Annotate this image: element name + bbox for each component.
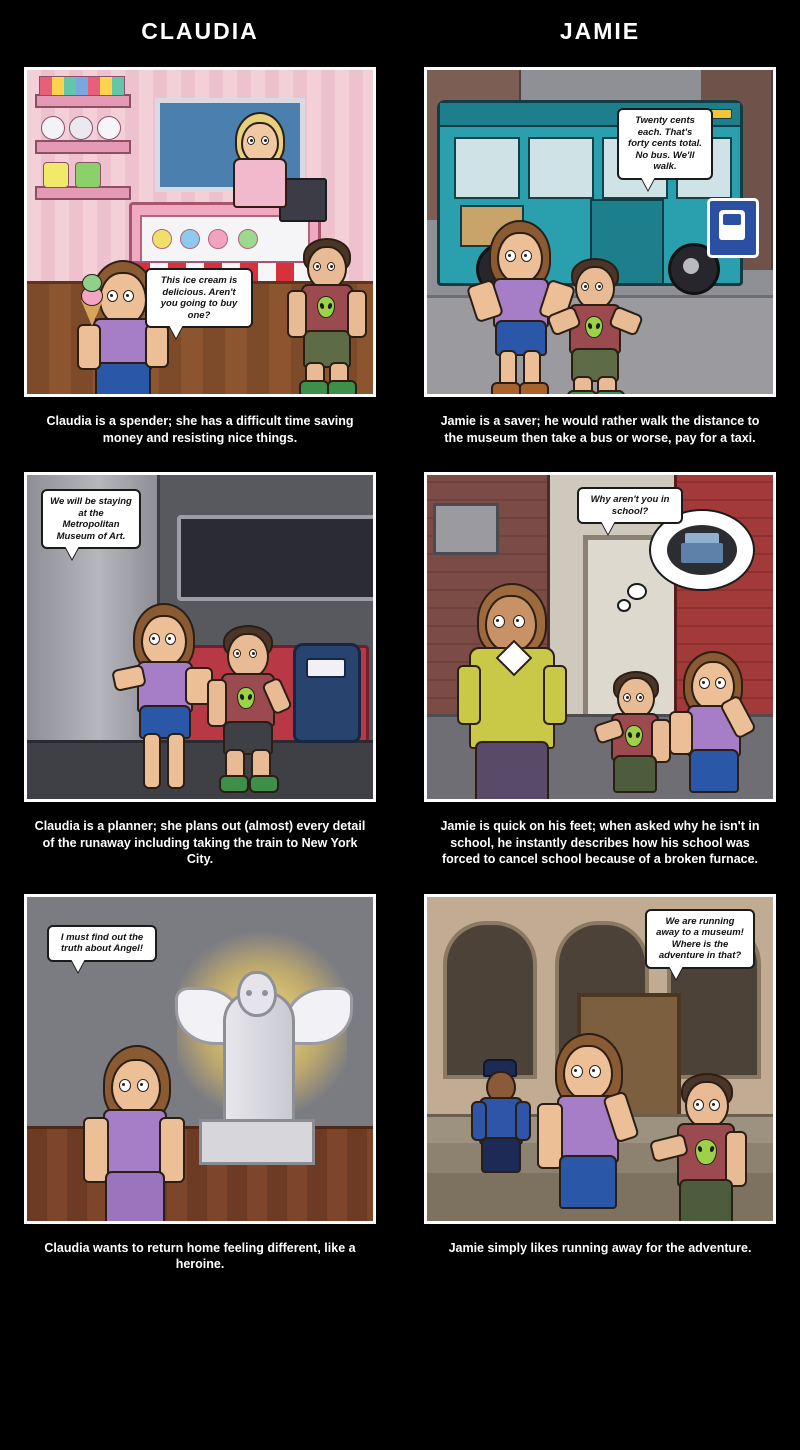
claudia-skirt	[95, 362, 151, 397]
bus-icon	[719, 210, 745, 240]
jamie-eye-left	[693, 1099, 704, 1111]
claudia-leg-left	[143, 733, 161, 789]
claudia-leg-right	[167, 733, 185, 789]
claudia-eye-right	[715, 677, 726, 689]
jamie-eye-left	[313, 262, 321, 271]
jamie-shoe-right	[327, 380, 357, 397]
statue-pedestal	[199, 1119, 315, 1165]
alien-graphic	[585, 316, 603, 338]
storyboard-cell[interactable]	[400, 57, 800, 462]
jamie-shoe-right	[595, 390, 625, 397]
claudia-eye-left	[505, 250, 516, 262]
claudia-arm-left	[669, 711, 693, 755]
clerk-eye-right	[261, 136, 269, 145]
speech-bubble: Why aren't you in school?	[577, 487, 683, 524]
figure-claudia	[667, 651, 759, 802]
jamie-arm-left	[287, 290, 307, 338]
thought-bubble-dot-large	[627, 583, 647, 600]
claudia-arm-left	[83, 1117, 109, 1183]
panel-caption: Jamie is quick on his feet; when asked why he isn't in school, he instantly describes how his school was forced to cancel school because of a broken furnace.	[440, 819, 760, 866]
candy-jars-top	[39, 76, 125, 96]
police-arm-left	[471, 1101, 487, 1141]
school-image	[667, 525, 737, 575]
jamie-eye-right	[709, 1099, 720, 1111]
claudia-eye-left	[571, 1065, 583, 1078]
claudia-skirt	[559, 1155, 617, 1209]
alien-graphic	[317, 296, 335, 318]
jamie-eye-right	[249, 649, 257, 658]
jamie-arm-right	[725, 1131, 747, 1187]
figure-woman	[455, 583, 579, 802]
claudia-skirt	[689, 749, 739, 793]
jamie-shorts	[613, 755, 657, 793]
speech-bubble: I must find out the truth about Angel!	[47, 925, 157, 962]
storyboard-cell[interactable]	[0, 884, 400, 1289]
jamie-head	[685, 1081, 729, 1129]
claudia-eye-left	[107, 290, 118, 302]
jamie-shoe-left	[567, 390, 597, 397]
panel-caption: Jamie is a saver; he would rather walk the distance to the museum then take a bus or worse, pay for a taxi.	[440, 414, 760, 445]
police-arm-right	[515, 1101, 531, 1141]
claudia-head	[141, 615, 187, 667]
storyboard-cell[interactable]	[0, 462, 400, 884]
alien-graphic	[695, 1139, 717, 1165]
claudia-arm-right	[145, 324, 169, 368]
storyboard-cell[interactable]	[400, 462, 800, 884]
panel-bus-stop[interactable]	[424, 67, 776, 397]
jamie-shorts	[679, 1179, 733, 1224]
claudia-skirt	[105, 1171, 165, 1224]
shelf-bottom	[35, 186, 131, 200]
claudia-eye-right	[521, 250, 532, 262]
column-headers	[0, 0, 800, 45]
claudia-eye-left	[119, 1079, 131, 1092]
panel-caption: Claudia wants to return home feeling different, like a heroine.	[44, 1240, 356, 1271]
speech-bubble: This ice cream is delicious. Aren't you going to buy one?	[145, 268, 253, 328]
panel-city-street[interactable]	[424, 472, 776, 802]
figure-claudia	[535, 1033, 651, 1224]
jar-yellow	[43, 162, 69, 188]
woman-eye-left	[493, 615, 505, 628]
jar-white	[41, 116, 65, 140]
bus-window-1	[454, 137, 520, 199]
figure-jamie	[289, 238, 373, 397]
figure-policeman	[473, 1059, 525, 1173]
panel-museum-exterior[interactable]	[424, 894, 776, 1224]
woman-arm-left	[457, 665, 481, 725]
figure-jamie	[555, 258, 643, 397]
air-conditioner	[433, 503, 499, 555]
clerk-torso	[233, 158, 287, 208]
storyboard-grid	[0, 45, 800, 1289]
jamie-shoe-left	[219, 775, 249, 793]
jamie-eye-left	[623, 693, 631, 702]
jamie-arm-right	[347, 290, 367, 338]
figure-claudia	[83, 1045, 193, 1224]
panel-train-car[interactable]	[24, 472, 376, 802]
speech-bubble: Twenty cents each. That's forty cents total. No bus. We'll walk.	[617, 108, 713, 180]
alien-graphic	[625, 725, 643, 747]
backpack	[293, 643, 361, 743]
jamie-eye-left	[581, 282, 589, 291]
jamie-eye-right	[636, 693, 644, 702]
speech-bubble: We will be staying at the Metropolitan Museum of Art.	[41, 489, 141, 549]
jamie-shoe-right	[249, 775, 279, 793]
panel-caption: Claudia is a spender; she has a difficult time saving money and resisting nice things.	[46, 414, 354, 445]
clerk-eye-left	[247, 136, 255, 145]
claudia-eye-left	[149, 633, 160, 645]
jar-green	[75, 162, 101, 188]
figure-jamie	[655, 1073, 751, 1224]
woman-eye-right	[513, 615, 525, 628]
claudia-head	[497, 232, 543, 284]
police-pants	[481, 1137, 521, 1173]
shelf-top	[35, 94, 131, 108]
jar-cream	[97, 116, 121, 140]
claudia-eye-right	[123, 290, 134, 302]
column-header-jamie: JAMIE	[559, 18, 641, 44]
train-window	[177, 515, 376, 601]
ice-cream-scoop-green	[82, 274, 102, 292]
figure-shop-clerk	[223, 112, 293, 210]
bus-stop-sign[interactable]	[707, 198, 759, 258]
claudia-shoe-left	[491, 382, 521, 397]
woman-arm-right	[543, 665, 567, 725]
jamie-eye-right	[327, 262, 335, 271]
jar-grey	[69, 116, 93, 140]
jamie-shoe-left	[299, 380, 329, 397]
panel-caption: Jamie simply likes running away for the adventure.	[448, 1240, 752, 1255]
column-header-claudia: CLAUDIA	[141, 18, 259, 44]
jamie-eye-left	[233, 649, 241, 658]
thought-bubble-dot-small	[617, 599, 631, 612]
claudia-eye-right	[165, 633, 176, 645]
panel-caption: Claudia is a planner; she plans out (almost) every detail of the runaway including taking the train to New York City.	[34, 819, 366, 866]
claudia-eye-right	[589, 1065, 601, 1078]
woman-skirt	[475, 741, 549, 802]
claudia-arm-left	[77, 324, 101, 370]
claudia-eye-right	[137, 1079, 149, 1092]
arch-left	[443, 921, 537, 1079]
alien-graphic	[237, 687, 255, 709]
claudia-eye-left	[699, 677, 710, 689]
figure-jamie	[205, 625, 297, 802]
figure-claudia	[113, 603, 217, 802]
jamie-arm-left	[207, 679, 227, 727]
bus-window-2	[528, 137, 594, 199]
panel-ice-cream-shop[interactable]	[24, 67, 376, 397]
claudia-shoe-right	[519, 382, 549, 397]
shelf-middle	[35, 140, 131, 154]
storyboard-cell[interactable]	[400, 884, 800, 1289]
angel-statue-head	[237, 971, 277, 1017]
claudia-shirt	[103, 1109, 167, 1179]
speech-bubble: We are running away to a museum! Where is the adventure in that?	[645, 909, 755, 969]
figure-jamie	[599, 671, 677, 802]
counter-display-case	[140, 215, 310, 263]
storyboard-cell[interactable]	[0, 57, 400, 462]
panel-museum-statue[interactable]	[24, 894, 376, 1224]
jamie-eye-right	[595, 282, 603, 291]
